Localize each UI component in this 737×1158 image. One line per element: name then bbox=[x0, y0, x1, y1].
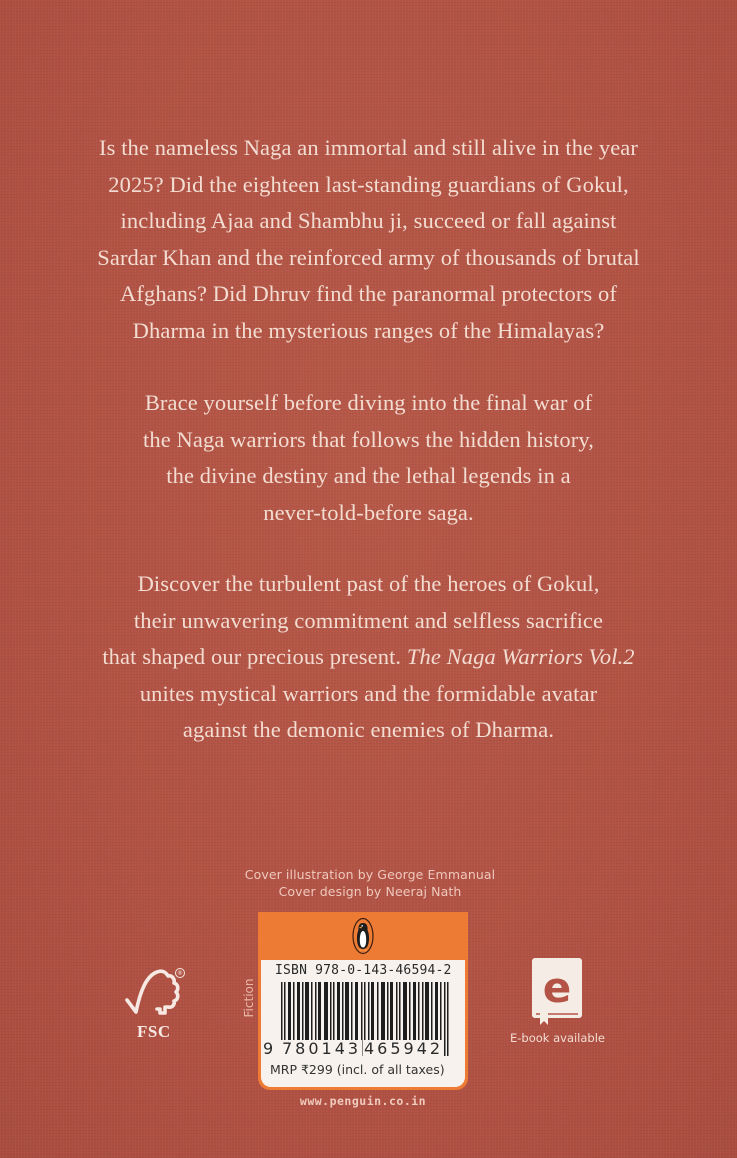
blurb-line: Is the nameless Naga an immortal and still alive in the year bbox=[99, 135, 638, 160]
barcode-digit-lead: 9 bbox=[263, 1039, 277, 1058]
ebook-icon bbox=[531, 957, 583, 1027]
blurb-line: against the demonic enemies of Dharma. bbox=[182, 717, 555, 742]
blurb-line: never-told-before saga. bbox=[263, 499, 474, 525]
barcode-box bbox=[261, 960, 465, 1087]
blurb-line: their unwavering commitment and selfless sacrifice bbox=[133, 607, 604, 633]
blurb-line: Dharma in the mysterious ranges of the Himalayas? bbox=[132, 317, 605, 343]
blurb-line bbox=[0, 639, 737, 676]
blurb-line: Discover the turbulent past of the heroes of Gokul, bbox=[137, 571, 600, 596]
barcode-panel bbox=[258, 912, 468, 1090]
fsc-label: FSC bbox=[137, 1022, 171, 1041]
blurb-line: including Ajaa and Shambhu ji, succeed or fall against bbox=[120, 208, 617, 233]
book-title-italic: The Naga Warriors Vol.2 bbox=[406, 644, 635, 669]
blurb-paragraph-3 bbox=[0, 566, 737, 749]
illustration-credit: Cover illustration by George Emmanual bbox=[244, 867, 496, 882]
ebook-letter: e bbox=[542, 963, 572, 1012]
fsc-registered-mark: ® bbox=[177, 970, 183, 978]
genre-label: Fiction bbox=[242, 978, 256, 1018]
blurb-paragraph-1 bbox=[0, 130, 737, 349]
ebook-available-label: E-book available bbox=[509, 1031, 605, 1045]
design-credit: Cover design by Neeraj Nath bbox=[278, 884, 462, 899]
blurb-line: unites mystical warriors and the formidable avatar bbox=[139, 680, 598, 706]
blurb-line: 2025? Did the eighteen last-standing guardians of Gokul, bbox=[108, 171, 629, 197]
barcode-digit-group-1: 780143 bbox=[282, 1039, 362, 1058]
mrp-price: MRP ₹299 (incl. of all taxes) bbox=[270, 1062, 445, 1077]
blurb-line: the Naga warriors that follows the hidden history, bbox=[143, 426, 594, 452]
blurb-paragraph-2 bbox=[0, 385, 737, 531]
blurb-text: that shaped our precious present. bbox=[102, 644, 407, 669]
blurb-line: Afghans? Did Dhruv find the paranormal protectors of bbox=[120, 281, 617, 306]
blurb-line: Brace yourself before diving into the final war of bbox=[144, 390, 593, 415]
penguin-icon bbox=[352, 917, 374, 955]
cover-credits bbox=[200, 866, 540, 900]
blurb-line: the divine destiny and the lethal legends in a bbox=[166, 463, 571, 488]
publisher-website: www.penguin.co.in bbox=[299, 1094, 427, 1108]
barcode-digit-group-2: 465942 bbox=[364, 1039, 444, 1058]
blurb-line: Sardar Khan and the reinforced army of thousands of brutal bbox=[97, 244, 640, 270]
isbn-label: ISBN 978-0-143-46594-2 bbox=[275, 963, 452, 978]
